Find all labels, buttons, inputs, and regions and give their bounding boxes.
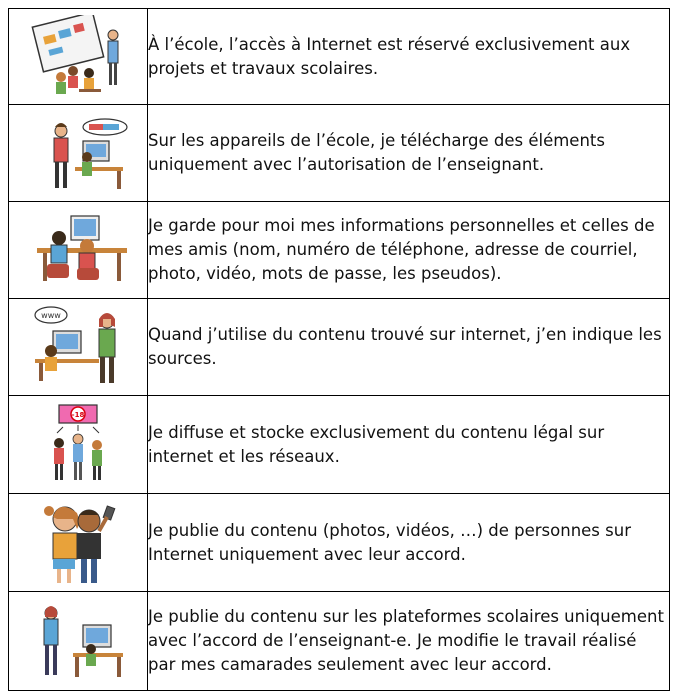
rule-illustration-cell — [9, 396, 148, 494]
teacher-authorization-download-icon — [23, 111, 133, 195]
cite-sources-internet-icon — [23, 305, 133, 389]
rule-illustration-cell — [9, 9, 148, 105]
rule-row — [9, 9, 670, 105]
age-limit-label: -18 — [71, 410, 85, 419]
rule-row — [9, 105, 670, 202]
private-information-computer-icon — [23, 208, 133, 292]
rule-row — [9, 299, 670, 396]
classroom-whiteboard-icon — [23, 15, 133, 99]
legal-content-18-icon — [23, 403, 133, 487]
rule-text: Quand j’utilise du contenu trouvé sur internet, j’en indique les sources. — [148, 299, 670, 396]
rule-illustration-cell — [9, 592, 148, 691]
rule-row — [9, 494, 670, 592]
rule-illustration-cell — [9, 105, 148, 202]
rule-illustration-cell — [9, 299, 148, 396]
rule-text: Sur les appareils de l’école, je télécharge des éléments uniquement avec l’autorisation de l’enseignant. — [148, 105, 670, 202]
internet-rules-table — [8, 8, 670, 691]
www-bubble-label: www — [41, 311, 61, 320]
rule-text: À l’école, l’accès à Internet est réservé exclusivement aux projets et travaux scolaires. — [148, 9, 670, 105]
rule-row — [9, 592, 670, 691]
rule-text: Je diffuse et stocke exclusivement du contenu légal sur internet et les réseaux. — [148, 396, 670, 494]
rule-text: Je publie du contenu sur les plateformes scolaires uniquement avec l’accord de l’enseignant-e. Je modifie le travail réalisé par mes camarades seulement avec leur accord. — [148, 592, 670, 691]
rule-row — [9, 202, 670, 299]
rule-illustration-cell — [9, 202, 148, 299]
rule-text: Je publie du contenu (photos, vidéos, …) de personnes sur Internet uniquement avec leur accord. — [148, 494, 670, 592]
rule-illustration-cell — [9, 494, 148, 592]
rule-text: Je garde pour moi mes informations personnelles et celles de mes amis (nom, numéro de téléphone, adresse de courriel, photo, vidéo, mots de passe, les pseudos). — [148, 202, 670, 299]
selfie-consent-icon — [23, 501, 133, 585]
school-platform-publishing-icon — [23, 599, 133, 683]
rule-row — [9, 396, 670, 494]
